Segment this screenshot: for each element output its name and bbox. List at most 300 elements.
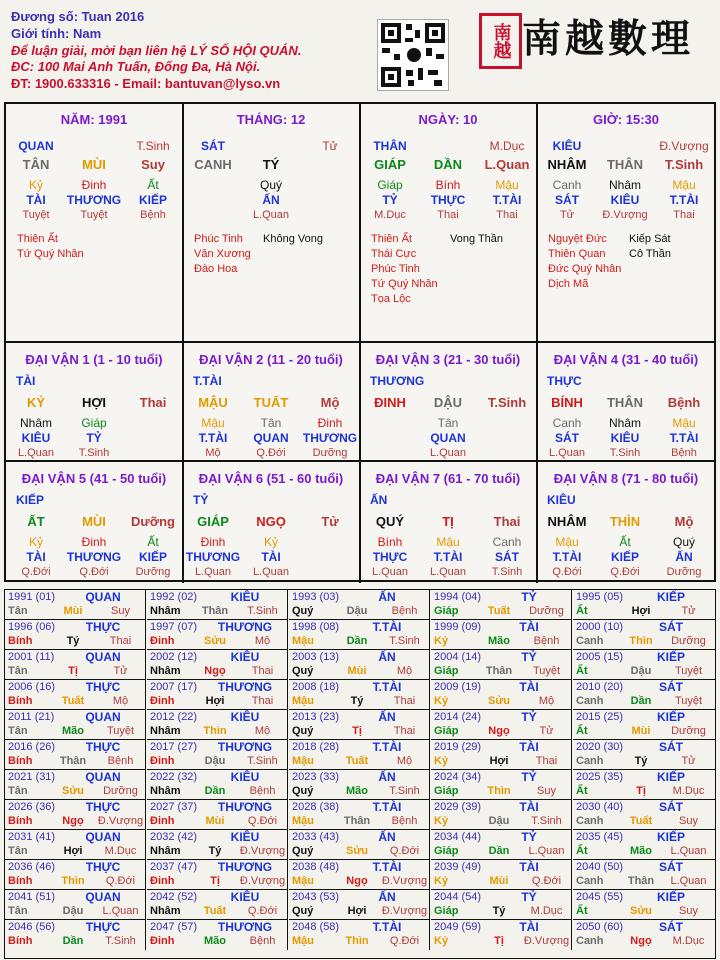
luck-hidden-row-2: Giáp	[81, 416, 107, 430]
year-branch: Tuất	[345, 755, 369, 767]
year-cell	[147, 920, 288, 950]
pillar-hidden-row-1: Giáp	[377, 178, 403, 192]
luck-god-row-2: QUAN	[253, 431, 289, 445]
luck-stage-row-2: Q.Đới	[79, 566, 109, 578]
luck-hidden-row	[183, 416, 359, 432]
year-branch: Ngọ	[62, 815, 84, 827]
year-branch: Ngọ	[488, 725, 510, 737]
year-stem: Tân	[8, 605, 28, 617]
year-stem: Nhâm	[150, 725, 181, 737]
year-label: 1991 (01)	[8, 591, 56, 603]
year-label: 2030 (40)	[576, 801, 624, 813]
year-god: ẤN	[378, 890, 396, 904]
luck-title: ĐẠI VẬN 5 (41 - 50 tuổi)	[21, 471, 167, 486]
year-stem: Bính	[8, 935, 33, 947]
year-stem: Bính	[8, 875, 33, 887]
year-stage: Đ.Vượng	[523, 935, 570, 947]
pillar-stem-branch-row-2: MÙI	[82, 157, 106, 172]
year-branch: Tý	[66, 635, 80, 647]
year-stage: Thai	[393, 725, 416, 737]
year-cell	[147, 830, 288, 860]
pillar-hidden-row-2: Nhâm	[608, 178, 641, 192]
year-stage: T.Sinh	[247, 755, 278, 767]
year-stem: Quý	[292, 785, 314, 797]
pillar-top-row-1: SÁT	[201, 139, 225, 153]
year-stage: L.Quan	[528, 845, 565, 857]
year-label: 2042 (52)	[150, 891, 198, 903]
luck-stem-branch-row-1: QUÝ	[375, 514, 405, 529]
year-branch: Thìn	[629, 635, 653, 647]
year-cell	[5, 770, 146, 800]
pillar-stage-row-2: Tuyệt	[80, 209, 108, 221]
luck-stem-branch-row-1: ẤT	[27, 514, 45, 529]
year-branch: Dần	[62, 935, 84, 947]
luck-head-row-1: KIẾP	[16, 493, 45, 507]
year-branch: Thân	[485, 665, 513, 677]
year-label: 1993 (03)	[292, 591, 340, 603]
pillar-stars	[17, 232, 84, 262]
year-branch: Tuất	[629, 815, 653, 827]
luck-stem-branch-row	[6, 395, 182, 411]
year-god: TỶ	[521, 590, 537, 604]
year-branch: Hợi	[205, 695, 225, 707]
year-cell	[147, 890, 288, 920]
pillar-hidden-row	[537, 178, 715, 194]
year-god: SÁT	[659, 680, 683, 694]
luck-stem-branch-row-3: Bệnh	[667, 395, 701, 410]
year-stage: Dưỡng	[671, 725, 706, 737]
year-god: QUAN	[85, 590, 121, 604]
year-cell	[289, 830, 430, 860]
year-cell	[147, 680, 288, 710]
year-stage: T.Sinh	[531, 815, 562, 827]
year-stage: Đ.Vượng	[381, 905, 428, 917]
year-god: QUAN	[85, 650, 121, 664]
year-cell	[147, 710, 288, 740]
qr-code-icon	[377, 19, 449, 91]
year-god: QUAN	[85, 710, 121, 724]
luck-period-2	[183, 343, 361, 462]
year-god: ẤN	[378, 590, 396, 604]
luck-title: ĐẠI VẬN 3 (21 - 30 tuổi)	[375, 352, 521, 367]
star-item: Kiếp Sát	[629, 233, 671, 245]
year-god: THỰC	[85, 860, 121, 874]
pillar-god-row-3: KIẾP	[138, 193, 167, 207]
pillar-hidden-row	[360, 178, 536, 194]
annual-luck-table	[4, 589, 716, 959]
year-stem: Tân	[8, 725, 28, 737]
year-branch: Mão	[630, 845, 652, 857]
year-stage: L.Quan	[102, 905, 139, 917]
year-god: QUAN	[85, 830, 121, 844]
year-stem: Canh	[576, 875, 604, 887]
year-stem: Mậu	[292, 695, 314, 707]
luck-stem-branch-row-2: DẬU	[433, 395, 463, 410]
year-god: THỰC	[85, 680, 121, 694]
pillar-god-row-2: ẤN	[262, 193, 280, 207]
pillar-stage-row-1: M.Dục	[374, 209, 406, 221]
year-branch: Tị	[494, 935, 504, 947]
year-stage: Thai	[393, 695, 416, 707]
year-stem: Giáp	[434, 605, 459, 617]
luck-hidden-row	[6, 416, 182, 432]
year-cell	[147, 860, 288, 890]
luck-stem-branch-row-1: MẬU	[198, 395, 228, 410]
year-god: KIÊU	[230, 710, 260, 724]
luck-hidden-row-3: Đinh	[317, 416, 343, 430]
year-stage: Q.Đới	[389, 935, 420, 947]
year-god: THƯƠNG	[217, 800, 273, 814]
year-cell	[573, 620, 715, 650]
luck-head-row	[183, 493, 359, 509]
year-label: 2007 (17)	[150, 681, 198, 693]
year-stem: Mậu	[292, 635, 314, 647]
year-stage: Suy	[537, 785, 556, 797]
year-stem: Ất	[576, 725, 588, 737]
year-label: 2012 (22)	[150, 711, 198, 723]
luck-stem-branch-row-3: Mộ	[674, 514, 694, 529]
luck-stage-row-3: Dưỡng	[135, 566, 171, 578]
year-label: 2032 (42)	[150, 831, 198, 843]
year-label: 2039 (49)	[434, 861, 482, 873]
year-god: KIẾP	[656, 590, 685, 604]
year-label: 2024 (34)	[434, 771, 482, 783]
luck-title: ĐẠI VẬN 8 (71 - 80 tuổi)	[553, 471, 699, 486]
pillar-stem-branch-row-2: THÂN	[606, 157, 644, 172]
year-branch: Sửu	[203, 635, 227, 647]
year-branch: Mão	[62, 725, 84, 737]
luck-stem-branch-row-3: Thai	[139, 395, 167, 410]
pillar-stage-row-2: Đ.Vượng	[602, 209, 648, 221]
year-label: 1997 (07)	[150, 621, 198, 633]
luck-period-7	[360, 462, 538, 583]
year-god: T.TÀI	[372, 620, 402, 634]
year-stem: Ất	[576, 905, 588, 917]
year-label: 2013 (23)	[292, 711, 340, 723]
luck-hidden-row	[537, 416, 715, 432]
luck-god-row	[537, 550, 715, 566]
luck-stem-branch-row-2: MÙI	[82, 514, 106, 529]
year-cell	[5, 710, 146, 740]
pillar-stage-row-1: Tử	[559, 209, 575, 221]
luck-stage-row	[537, 447, 715, 462]
luck-head-row-1: ẤN	[370, 493, 388, 507]
year-stem: Đinh	[150, 875, 175, 887]
year-stem: Ất	[576, 785, 588, 797]
year-stem: Tân	[8, 845, 28, 857]
luck-god-row-3: T.TÀI	[669, 431, 699, 445]
pillar-god-row	[360, 193, 536, 209]
pillar-hidden-row-2: Bính	[435, 178, 461, 192]
year-stem: Quý	[292, 665, 314, 677]
year-god: THỰC	[85, 800, 121, 814]
year-stem: Ất	[576, 605, 588, 617]
year-god: T.TÀI	[372, 800, 402, 814]
year-god: TỶ	[521, 890, 537, 904]
year-cell	[573, 830, 715, 860]
pillar-top-row-1: THÂN	[373, 139, 407, 153]
year-label: 2035 (45)	[576, 831, 624, 843]
luck-period-5	[6, 462, 184, 583]
year-branch: Tý	[208, 845, 222, 857]
luck-stem-branch-row-2: TỊ	[442, 514, 454, 529]
luck-head-row-1: THƯƠNG	[370, 374, 425, 388]
year-cell	[431, 920, 572, 950]
year-stage: Suy	[679, 815, 698, 827]
year-god: TÀI	[519, 860, 539, 874]
luck-god-row-1: TÀI	[26, 550, 46, 564]
luck-head-row-1: TỶ	[193, 493, 209, 507]
year-god: TÀI	[519, 920, 539, 934]
year-branch: Mùi	[631, 725, 651, 737]
luck-stem-branch-row-2: NGỌ	[256, 514, 286, 529]
luck-stem-branch-row-2: THÌN	[609, 514, 641, 529]
year-label: 2016 (26)	[8, 741, 56, 753]
year-cell	[431, 710, 572, 740]
pillar-god-row	[183, 193, 359, 209]
pillar-stem-branch-row	[6, 157, 182, 173]
year-stage: M.Dục	[672, 935, 705, 947]
pillar-hidden-row-1: Kỷ	[28, 178, 43, 192]
year-branch: Ngọ	[630, 935, 652, 947]
luck-hidden-row-2: Tân	[437, 416, 459, 430]
year-stage: Đ.Vượng	[239, 875, 286, 887]
luck-stage-row-3: Dưỡng	[312, 447, 348, 459]
year-label: 2011 (21)	[8, 711, 55, 723]
pillar-hidden-row-3: Mậu	[495, 178, 519, 192]
luck-hidden-row-2: Ất	[619, 535, 631, 549]
pillar-title: NĂM: 1991	[60, 112, 128, 127]
year-god: ẤN	[378, 650, 396, 664]
year-stage: L.Quan	[670, 875, 707, 887]
year-god: SÁT	[659, 620, 683, 634]
luck-period-6	[183, 462, 361, 583]
year-cell	[5, 920, 146, 950]
luck-head-row	[360, 374, 536, 390]
star-item: Tứ Quý Nhân	[17, 248, 84, 260]
year-god: THỰC	[85, 740, 121, 754]
year-stem: Quý	[292, 845, 314, 857]
year-stage: Mộ	[254, 635, 271, 647]
pillar-stem-branch-row-3: T.Sinh	[664, 157, 704, 172]
year-stem: Nhâm	[150, 905, 181, 917]
luck-god-row-3: THƯƠNG	[302, 431, 358, 445]
year-god: THỰC	[85, 920, 121, 934]
year-stem: Quý	[292, 905, 314, 917]
pillar-stars	[194, 232, 251, 277]
pillar-top-row-3: Tử	[322, 139, 338, 153]
luck-stage-row-3: T.Sinh	[491, 566, 523, 578]
year-stem: Mậu	[292, 935, 314, 947]
pillar-god-row	[537, 193, 715, 209]
year-label: 2001 (11)	[8, 651, 55, 663]
luck-stem-branch-row	[183, 514, 359, 530]
year-branch: Tuất	[203, 905, 227, 917]
luck-god-row-1: T.TÀI	[198, 431, 228, 445]
pillar-stage-row-3: Thai	[673, 209, 695, 221]
year-stage: Đ.Vượng	[381, 875, 428, 887]
luck-head-row-1: THỰC	[547, 374, 582, 388]
year-stage: T.Sinh	[105, 935, 136, 947]
year-stem: Mậu	[292, 875, 314, 887]
pillar-stem-branch-row-1: GIÁP	[374, 157, 406, 172]
year-cell	[5, 680, 146, 710]
luck-stage-row-1: L.Quan	[194, 566, 232, 578]
luck-stage-row-2: Q.Đới	[256, 447, 286, 459]
year-branch: Dậu	[204, 755, 226, 767]
year-stem: Kỷ	[434, 875, 449, 887]
luck-title: ĐẠI VẬN 1 (1 - 10 tuổi)	[25, 352, 163, 367]
year-stem: Đinh	[150, 815, 175, 827]
luck-stem-branch-row-2: TUẤT	[253, 395, 289, 410]
year-god: THƯƠNG	[217, 740, 273, 754]
year-label: 2019 (29)	[434, 741, 482, 753]
year-stem: Kỷ	[434, 815, 449, 827]
luck-head-row-1: TÀI	[16, 374, 36, 388]
luck-hidden-row-1: Canh	[552, 416, 582, 430]
year-cell	[289, 800, 430, 830]
year-cell	[573, 890, 715, 920]
year-god: KIẾP	[656, 890, 685, 904]
luck-god-row	[183, 431, 359, 447]
year-stem: Ất	[576, 845, 588, 857]
luck-stage-row	[6, 447, 182, 462]
pillar-title: GIỜ: 15:30	[592, 112, 659, 127]
luck-stage-row-1: L.Quan	[371, 566, 409, 578]
year-god: KIÊU	[230, 590, 260, 604]
year-stage: Tuyệt	[674, 665, 703, 677]
luck-stage-row-1: L.Quan	[17, 447, 55, 459]
year-stage: Thai	[251, 695, 274, 707]
luck-god-row	[183, 550, 359, 566]
luck-head-row	[183, 374, 359, 390]
luck-god-row	[537, 431, 715, 447]
luck-god-row-2: QUAN	[430, 431, 466, 445]
year-stage: Tử	[681, 755, 696, 767]
year-label: 1998 (08)	[292, 621, 340, 633]
year-cell	[147, 590, 288, 620]
year-cell	[431, 800, 572, 830]
year-label: 2046 (56)	[8, 921, 56, 933]
pillar-stage-row-2: Thai	[437, 209, 459, 221]
year-cell	[573, 650, 715, 680]
luck-god-row-1: THỰC	[372, 550, 408, 564]
year-god: ẤN	[378, 770, 396, 784]
year-stage: Q.Đới	[531, 875, 562, 887]
star-item: Thiên Quan	[548, 248, 606, 260]
year-stem: Canh	[576, 935, 604, 947]
year-label: 2047 (57)	[150, 921, 198, 933]
year-label: 2017 (27)	[150, 741, 198, 753]
luck-stage-row-2: T.Sinh	[78, 447, 110, 459]
year-stem: Tân	[8, 665, 28, 677]
luck-stage-row	[6, 566, 182, 582]
year-stem: Quý	[292, 725, 314, 737]
year-stage: Bệnh	[249, 935, 276, 947]
pillar-3	[360, 104, 538, 343]
year-cell	[573, 680, 715, 710]
luck-god-row-3: KIẾP	[138, 550, 167, 564]
luck-stage-row-1: Mộ	[205, 447, 221, 459]
year-cell	[289, 770, 430, 800]
year-god: TỶ	[521, 650, 537, 664]
pillar-god-row-2: THƯƠNG	[66, 193, 122, 207]
pillar-hidden-row-2: Đinh	[81, 178, 107, 192]
pillar-stage-row-2: L.Quan	[252, 209, 290, 221]
pillar-god-row-1: TỶ	[382, 193, 398, 207]
luck-god-row-1: THƯƠNG	[185, 550, 241, 564]
year-god: TÀI	[519, 680, 539, 694]
year-stage: Bệnh	[107, 755, 134, 767]
year-stem: Mậu	[292, 815, 314, 827]
year-branch: Tị	[352, 725, 362, 737]
year-stem: Giáp	[434, 905, 459, 917]
luck-stage-row	[537, 566, 715, 582]
luck-stem-branch-row	[360, 514, 536, 530]
year-cell	[431, 890, 572, 920]
year-stage: Bệnh	[391, 815, 418, 827]
year-god: KIẾP	[656, 650, 685, 664]
year-label: 2048 (58)	[292, 921, 340, 933]
year-stage: Thai	[109, 635, 132, 647]
pillar-stem-branch-row-1: NHÂM	[547, 157, 587, 172]
year-god: QUAN	[85, 770, 121, 784]
year-god: THƯƠNG	[217, 920, 273, 934]
pillar-stage-row-3: Thai	[496, 209, 518, 221]
year-stem: Bính	[8, 755, 33, 767]
year-branch: Tị	[636, 785, 646, 797]
year-cell	[289, 740, 430, 770]
luck-stage-row-2: L.Quan	[252, 566, 290, 578]
star-item: Thiên Ất	[17, 233, 58, 245]
luck-stage-row	[183, 447, 359, 462]
star-item: Không Vong	[263, 233, 323, 245]
luck-stem-branch-row	[183, 395, 359, 411]
pillar-hidden-row-1: Canh	[552, 178, 582, 192]
year-branch: Thìn	[345, 935, 369, 947]
year-label: 2023 (33)	[292, 771, 340, 783]
luck-head-row	[360, 493, 536, 509]
luck-god-row-1: T.TÀI	[552, 550, 582, 564]
year-label: 2009 (19)	[434, 681, 482, 693]
pillar-stage-row	[360, 209, 536, 225]
year-branch: Mão	[488, 635, 510, 647]
year-god: TỶ	[521, 770, 537, 784]
year-stage: Dưỡng	[671, 635, 706, 647]
year-label: 1999 (09)	[434, 621, 482, 633]
year-stage: Tuyệt	[674, 695, 703, 707]
star-item: Cô Thần	[629, 248, 671, 260]
star-item: Tọa Lộc	[371, 293, 411, 305]
luck-head-row	[6, 374, 182, 390]
year-god: T.TÀI	[372, 860, 402, 874]
year-branch: Thân	[201, 605, 229, 617]
luck-god-row-1: KIÊU	[21, 431, 51, 445]
pillar-stem-branch-row-1: CANH	[194, 157, 232, 172]
year-god: THƯƠNG	[217, 680, 273, 694]
pillar-stage-row-3: Bệnh	[140, 209, 166, 221]
chart-grid	[4, 102, 716, 582]
luck-stage-row-3: Bệnh	[671, 447, 697, 459]
pillar-stage-row-1: Tuyệt	[22, 209, 50, 221]
luck-stage-row	[360, 566, 536, 582]
year-branch: Sửu	[487, 695, 511, 707]
year-cell	[431, 620, 572, 650]
year-stage: Đ.Vượng	[239, 845, 286, 857]
year-stem: Tân	[8, 905, 28, 917]
pillar-god-row-3: T.TÀI	[492, 193, 522, 207]
luck-title: ĐẠI VẬN 7 (61 - 70 tuổi)	[375, 471, 521, 486]
